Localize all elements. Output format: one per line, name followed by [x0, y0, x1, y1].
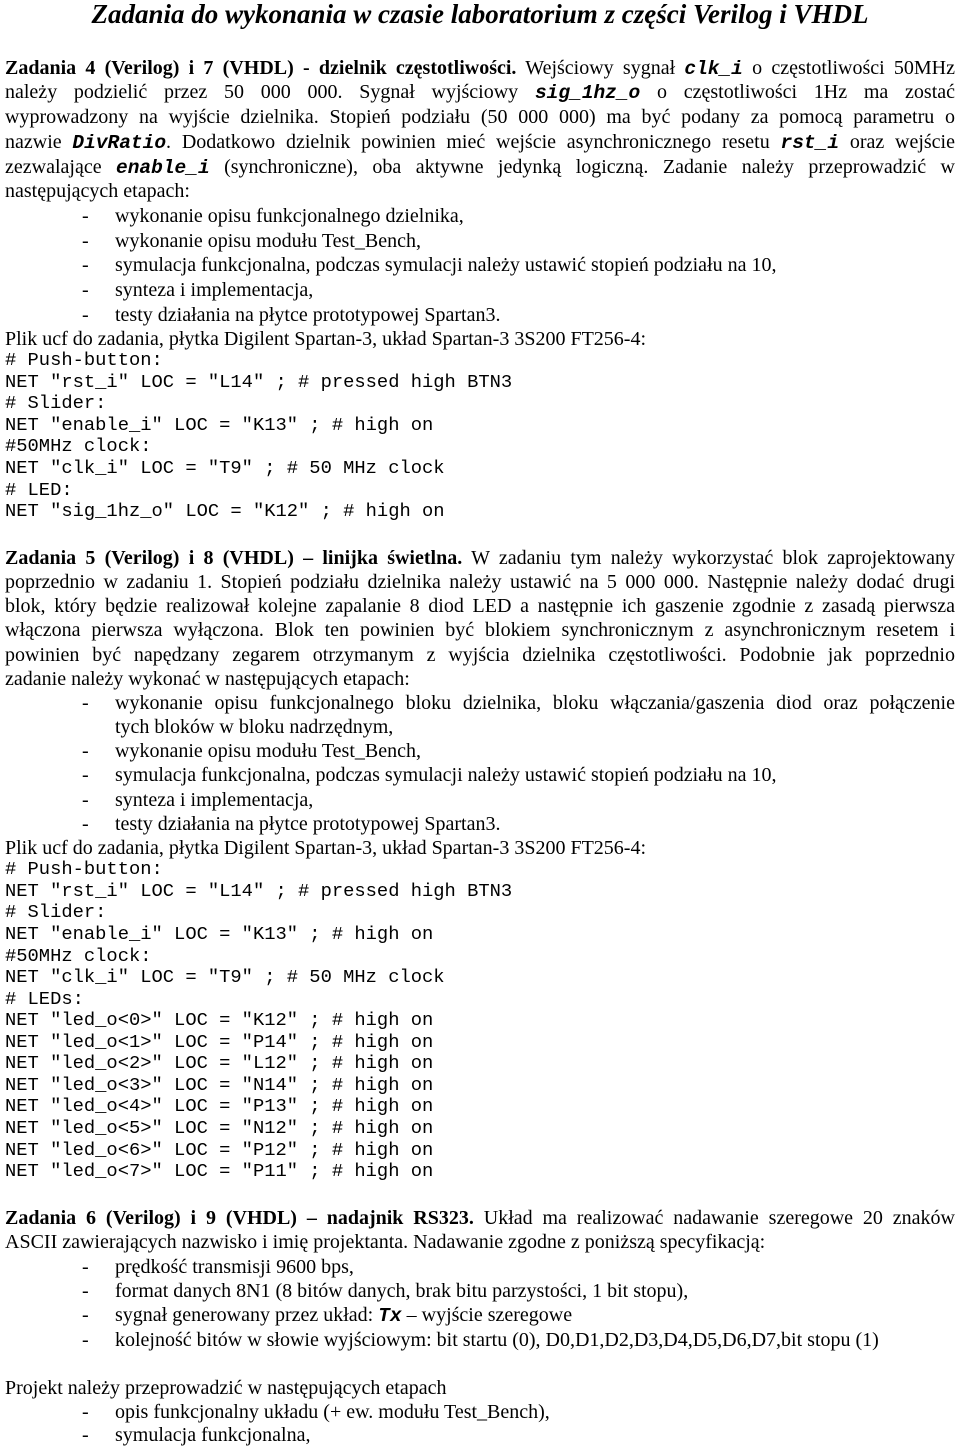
ucf-line: NET "led_o<2>" LOC = "L12" ; # high on: [5, 1053, 434, 1075]
ucf-line: # LEDs:: [5, 988, 84, 1010]
text-run: Projekt należy przeprowadzić w następujących etapach: [5, 1377, 447, 1399]
text-run: zadanie należy wykonać w następujących etapach:: [5, 667, 410, 690]
list-bullet: -: [82, 1424, 89, 1447]
task-6-description: [5, 1206, 955, 1352]
text-run: testy działania na płytce prototypowej Spartan3.: [115, 303, 501, 326]
list-bullet: -: [82, 691, 89, 714]
ucf-line: NET "led_o<4>" LOC = "P13" ; # high on: [5, 1096, 434, 1118]
project-intro: [5, 1377, 955, 1401]
text-run: sygnał generowany przez układ:: [115, 1304, 379, 1327]
ucf-line: # Slider:: [5, 902, 107, 924]
paragraph-line: [5, 56, 955, 81]
step-item: [5, 739, 955, 763]
ucf-line: NET "led_o<1>" LOC = "P14" ; # high on: [5, 1031, 434, 1053]
ucf-line: NET "led_o<7>" LOC = "P11" ; # high on: [5, 1161, 434, 1183]
text-run: (synchroniczne), oba aktywne jedynką logiczną. Zadanie należy przeprowadzić w: [209, 155, 955, 178]
text-run: . Dodatkowo dzielnik powinien mieć wejście asynchronicznego resetu: [166, 130, 781, 153]
step-line: [5, 278, 955, 303]
text-run: następujących etapach:: [5, 180, 190, 203]
text-run: W zadaniu tym należy wykorzystać blok zaprojektowany: [462, 546, 955, 569]
text-run: włączona pierwsza wyłączona. Blok ten powinien być blokiem synchronicznym z asynchronicznym resetem i: [5, 619, 955, 642]
task-heading: Zadania 5 (Verilog) i 8 (VHDL) – linijka świetlna.: [5, 546, 463, 569]
step-item: [5, 1255, 955, 1279]
signal-name: clk_i: [684, 57, 743, 80]
task-5-description: [5, 546, 955, 860]
ucf-intro: [5, 327, 955, 352]
text-run: o częstotliwości 1Hz ma zostać: [640, 81, 955, 104]
step-item: [5, 763, 955, 787]
text-run: tych bloków w bloku nadrzędnym,: [115, 716, 394, 739]
ucf-line: NET "rst_i" LOC = "L14" ; # pressed high BTN3: [5, 371, 513, 393]
text-run: symulacja funkcjonalna, podczas symulacji należy ustawić stopień podziału na 10,: [115, 254, 777, 277]
signal-name: DivRatio: [72, 131, 167, 154]
text-run: wykonanie opisu funkcjonalnego dzielnika,: [115, 204, 464, 227]
step-line: [5, 1279, 955, 1303]
text-run: symulacja funkcjonalna,: [115, 1424, 311, 1447]
step-line: [5, 229, 955, 254]
list-bullet: -: [82, 278, 89, 301]
step-line: [5, 763, 955, 787]
ucf-intro: [5, 836, 955, 860]
paragraph-line: [5, 643, 955, 667]
signal-name: rst_i: [780, 131, 840, 154]
text-run: nazwie: [5, 130, 73, 153]
list-bullet: -: [82, 1255, 89, 1278]
text-run: ASCII zawierających nazwisko i imię projektanta. Nadawanie zgodne z poniższą specyfikacją:: [5, 1231, 766, 1254]
step-item: [5, 253, 955, 278]
paragraph-line: [5, 570, 955, 594]
paragraph-line: [5, 1230, 955, 1254]
ucf-line: NET "rst_i" LOC = "L14" ; # pressed high BTN3: [5, 880, 513, 902]
step-item: [5, 1401, 955, 1425]
step-item: [5, 788, 955, 812]
text-run: testy działania na płytce prototypowej Spartan3.: [115, 812, 501, 835]
text-run: Plik ucf do zadania, płytka Digilent Spartan-3, układ Spartan-3 3S200 FT256-4:: [5, 328, 646, 351]
task-heading: Zadania 6 (Verilog) i 9 (VHDL) – nadajnik RS323.: [5, 1206, 474, 1229]
signal-name: Tx: [378, 1305, 402, 1328]
list-bullet: -: [82, 740, 89, 763]
step-item: [5, 1328, 955, 1352]
step-line: [5, 691, 955, 715]
step-line: [5, 204, 955, 229]
step-line: [5, 253, 955, 278]
list-bullet: -: [82, 303, 89, 326]
signal-name: enable_i: [116, 156, 210, 179]
ucf-line: NET "led_o<5>" LOC = "N12" ; # high on: [5, 1118, 434, 1140]
step-line: [5, 812, 955, 836]
step-item: [5, 229, 955, 254]
page-title: Zadania do wykonania w czasie laboratorium z części Verilog i VHDL: [91, 0, 869, 29]
step-item: [5, 303, 955, 328]
list-bullet: -: [82, 764, 89, 787]
step-line: [5, 1303, 955, 1327]
ucf-line: NET "led_o<3>" LOC = "N14" ; # high on: [5, 1074, 434, 1096]
step-line: [5, 1424, 955, 1448]
text-run: kolejność bitów w słowie wyjściowym: bit startu (0), D0,D1,D2,D3,D4,D5,D6,D7,bit stopu (1): [115, 1328, 879, 1351]
text-run: Układ ma realizować nadawanie szeregowe 20 znaków: [473, 1206, 955, 1229]
task-4-description: [5, 56, 955, 352]
text-run: prędkość transmisji 9600 bps,: [115, 1255, 354, 1278]
step-line: [5, 1328, 955, 1352]
paragraph-line: [5, 80, 955, 105]
text-run: oraz wejście: [839, 130, 955, 153]
ucf-line: #50MHz clock:: [5, 945, 152, 967]
list-bullet: -: [82, 1400, 89, 1423]
text-run: wykonanie opisu funkcjonalnego bloku dzielnika, bloku włączania/gaszenia diod oraz połączenie: [115, 691, 955, 714]
task-6-project-stages: [5, 1377, 955, 1448]
ucf-line: # LED:: [5, 479, 73, 501]
text-run: Plik ucf do zadania, płytka Digilent Spartan-3, układ Spartan-3 3S200 FT256-4:: [5, 837, 646, 860]
ucf-line: NET "enable_i" LOC = "K13" ; # high on: [5, 414, 434, 436]
ucf-line: # Slider:: [5, 393, 107, 415]
ucf-line: NET "led_o<0>" LOC = "K12" ; # high on: [5, 1010, 434, 1032]
task-4-ucf-listing: [5, 350, 955, 522]
text-run: synteza i implementacja,: [115, 278, 314, 301]
paragraph-line: [5, 130, 955, 155]
step-line: [5, 715, 955, 739]
text-run: o częstotliwości 50MHz: [742, 56, 955, 79]
text-run: wykonanie opisu modułu Test_Bench,: [115, 229, 421, 252]
list-bullet: -: [82, 788, 89, 811]
ucf-line: NET "led_o<6>" LOC = "P12" ; # high on: [5, 1139, 434, 1161]
ucf-line: NET "clk_i" LOC = "T9" ; # 50 MHz clock: [5, 458, 445, 480]
ucf-line: NET "clk_i" LOC = "T9" ; # 50 MHz clock: [5, 967, 445, 989]
task-5-ucf-listing: [5, 859, 955, 1182]
paragraph-line: [5, 155, 955, 180]
ucf-line: # Push-button:: [5, 350, 163, 372]
text-run: powinien być napędzany zegarem otrzymanym z wyjścia dzielnika częstotliwości. Podobnie jak poprzednio: [5, 643, 955, 666]
paragraph-line: [5, 546, 955, 570]
ucf-line: # Push-button:: [5, 859, 163, 881]
text-run: należy podzielić przez 50 000 000. Sygnał wyjściowy: [5, 81, 535, 104]
step-line: [5, 1401, 955, 1425]
step-item: [5, 204, 955, 229]
list-bullet: -: [82, 1279, 89, 1302]
paragraph-line: [5, 179, 955, 204]
step-item: [5, 1424, 955, 1448]
text-run: – wyjście szeregowe: [401, 1304, 573, 1327]
text-run: opis funkcjonalny układu (+ ew. modułu Test_Bench),: [115, 1400, 550, 1423]
paragraph-line: [5, 105, 955, 130]
paragraph-line: [5, 594, 955, 618]
step-line: [5, 739, 955, 763]
paragraph-line: [5, 667, 955, 691]
signal-name: sig_1hz_o: [534, 82, 641, 105]
step-item: [5, 1279, 955, 1303]
text-run: zezwalające: [5, 155, 117, 178]
ucf-line: NET "sig_1hz_o" LOC = "K12" ; # high on: [5, 501, 445, 523]
text-run: wykonanie opisu modułu Test_Bench,: [115, 740, 421, 763]
text-run: format danych 8N1 (8 bitów danych, brak bitu parzystości, 1 bit stopu),: [115, 1279, 689, 1302]
text-run: Wejściowy sygnał: [516, 56, 685, 79]
step-item: [5, 278, 955, 303]
text-run: wyprowadzony na wyjście dzielnika. Stopień podziału (50 000 000) ma być podany za pomocą parametru o: [5, 106, 955, 129]
text-run: poprzednio w zadaniu 1. Stopień podziału dzielnika należy ustawić na 5 000 000. Następnie należy dodać drugi: [5, 570, 955, 593]
paragraph-line: [5, 618, 955, 642]
step-item: [5, 812, 955, 836]
list-bullet: -: [82, 1304, 89, 1327]
step-item: [5, 691, 955, 739]
step-line: [5, 1255, 955, 1279]
text-run: blok, który będzie realizował kolejne zapalanie 8 diod LED a następnie ich gaszenie zgodnie z zasadą pierwsza: [5, 595, 955, 618]
ucf-line: #50MHz clock:: [5, 436, 152, 458]
text-run: synteza i implementacja,: [115, 788, 314, 811]
list-bullet: -: [82, 229, 89, 252]
text-run: symulacja funkcjonalna, podczas symulacji należy ustawić stopień podziału na 10,: [115, 764, 777, 787]
list-bullet: -: [82, 1328, 89, 1351]
paragraph-line: [5, 1206, 955, 1230]
ucf-line: NET "enable_i" LOC = "K13" ; # high on: [5, 923, 434, 945]
step-item: [5, 1303, 955, 1327]
list-bullet: -: [82, 812, 89, 835]
step-line: [5, 303, 955, 328]
list-bullet: -: [82, 204, 89, 227]
step-line: [5, 788, 955, 812]
task-heading: Zadania 4 (Verilog) i 7 (VHDL) - dzielnik częstotliwości.: [5, 56, 517, 79]
list-bullet: -: [82, 254, 89, 277]
